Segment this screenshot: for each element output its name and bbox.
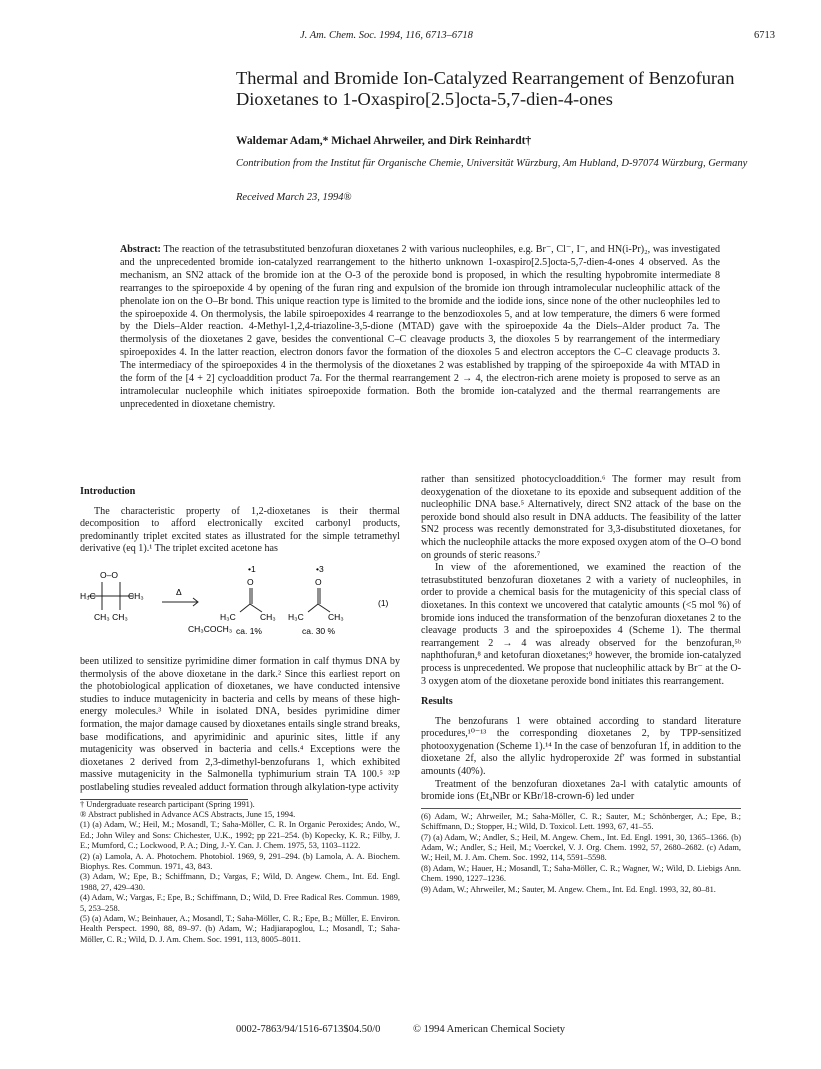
eq-reactant-left: H₃C [80, 590, 96, 601]
left-column [80, 486, 400, 945]
dioxetane-thermolysis-scheme [80, 560, 400, 650]
section-heading-introduction: Introduction [80, 486, 136, 497]
equation-1 [80, 560, 400, 650]
eq-reactant-bottom: CH₃ CH₃ [94, 611, 128, 622]
section-heading-results: Results [421, 696, 453, 708]
footnote: (2) (a) Lamola, A. A. Photochem. Photobiol. 1969, 9, 291–294. (b) Lamola, A. A. Biochem. Biophys. Res. Commun. 1971, 43, 843. [80, 851, 400, 871]
abstract [120, 244, 720, 412]
footnote: (5) (a) Adam, W.; Beinhauer, A.; Mosandl, T.; Saha-Möller, C. R.; Epe, B.; Müller, E. Environ. Health Perspect. 1990, 88, 89–97. (b) Adam, W.; Hadjiarapoglou, L.; Mosandl, T.; Saha-Möller, C. R.; Wild, D. J. Am. Chem. Soc. 1991, 113, 8005–8011. [80, 913, 400, 944]
article-code: 0002-7863/94/1516-6713$04.50/0 [236, 1024, 381, 1035]
eq-product1-right: CH₃ [260, 611, 276, 622]
intro-paragraph-2: been utilized to sensitize pyrimidine dimer formation in calf thymus DNA by thermolysis of the above dioxetane in the dark.² Since this earliest report on the photobiological application of dioxetanes, we have conducted intensive studies to induce mutagenicity in bacteria and cells by means of these high-energy molecules.³ While in isolated DNA, besides pyrimidine dimer formation, the major damage caused by dioxetanes entails single strand breaks, base modifications, and apyrimidinic and apurinic sites, little if any mutagenicity was observed in bacteria and cells.⁴ Exceptions were the dioxetanes 2 derived from 2,3-dimethyl-benzofurans 1, which exhibited massive mutagenicity in the Salmonella typhimurium strain TA 100.⁵ ³²P postlabeling studies revealed adduct formation through alkylation-type activity [80, 655, 400, 793]
right-footnotes [421, 808, 741, 895]
eq-number: (1) [378, 597, 389, 608]
footnote: (9) Adam, W.; Ahrweiler, M.; Sauter, M. Angew. Chem., Int. Ed. Engl. 1993, 32, 80–81. [421, 884, 716, 894]
eq-yield-triplet: ca. 30 % [302, 625, 336, 636]
abstract-text: The reaction of the tetrasubstituted benzofuran dioxetanes 2 with various nucleophiles, e.g. Br⁻, Cl⁻, I⁻, and HN(i-Pr)₂, was investigated and the unprecedented bromide ion-catalyzed rearrangement to the hitherto unknown 1-oxaspiro[2.5]octa-5,7-dien-4-ones 4 observed. As the mechanism, an SN2 attack of the bromide ion at the O-3 of the peroxide bond is proposed, in which the resulting hypobromite intermediate 8 rearranges to the spiroepoxide 4 by opening of the furan ring and expulsion of the bromide ion through intramolecular nucleophilic attack of the phenolate ion on the O–Br bond. This unique reaction type is limited to the bromide and the iodide ions, since none of the other nucleophiles led to the spiroepoxide 4. On thermolysis, the labile spiroepoxides 4 rearrange to the benzodioxoles 5, and at low temperature, the dimers 6 were formed by the Diels–Alder reaction. 4-Methyl-1,2,4-triazoline-3,5-dione (MTAD) gave with the spiroepoxide 4a the Diels–Alder product 7a. The thermolysis of the dioxetanes 2 gave, besides the conventional C–C cleavage products 3, the dioxoles 5 by rearrangement of the intermediary spiroepoxides 4. In the latter reaction, electron donors favor the formation of the dioxoles 5 and electron acceptors the C–C cleavage products 3. The intermediacy of the spiroepoxides 4 in the thermolysis of the dioxetanes 2 was established by trapping of the spiroepoxide 4a with MTAD in the form of the [4 + 2] cycloaddition product 7a. For the thermal rearrangement 2 → 4, the electron-rich arene moiety is proposed to serve as an intramolecular nucleophile which initiates spiroepoxide formation. Both the bromide ion-catalyzed and the thermal rearrangements are unprecedented in dioxetane chemistry. [120, 244, 720, 410]
footnote: (4) Adam, W.; Vargas, F.; Epe, B.; Schiffmann, D.; Wild, D. Free Radical Res. Commun. 1989, 5, 253–258. [80, 893, 400, 913]
author-list: Waldemar Adam,* Michael Ahrweiler, and Dirk Reinhardt† [236, 135, 532, 147]
eq-reactant-right: CH₃ [128, 590, 144, 601]
footnote: ® Abstract published in Advance ACS Abstracts, June 15, 1994. [80, 809, 296, 819]
intro-paragraph-1: The characteristic property of 1,2-dioxetanes is their thermal decomposition to afford electronically excited carbonyl products, predominantly triplet excited states as illustrated for the simple tetramethyl derivative (eq 1).¹ The triplet excited acetone has [80, 505, 400, 555]
results-paragraph-1: The benzofurans 1 were obtained according to standard literature procedures,¹⁰⁻¹³ the corresponding dioxetanes 2, by TPP-sensitized photooxygenation (Scheme 1).¹⁴ In the case of benzofuran 1f, in addition to the dioxetane 2f, also the allylic hydroperoxide 2f′ was formed in substantial amounts (40%). [421, 715, 741, 778]
right-column [421, 474, 741, 895]
eq-triplet-label: •3 [316, 563, 324, 574]
eq-oo: O–O [100, 569, 118, 580]
footnote: † Undergraduate research participant (Spring 1991). [80, 799, 255, 809]
journal-citation: J. Am. Chem. Soc. 1994, 116, 6713–6718 [300, 30, 473, 41]
eq-product2-right: CH₃ [328, 611, 344, 622]
footnote: (8) Adam, W.; Hauer, H.; Mosandl, T.; Saha-Möller, C. R.; Wagner, W.; Wild, D. Liebigs Ann. Chem. 1990, 1227–1236. [421, 863, 741, 884]
footnote: (7) (a) Adam, W.; Andler, S.; Heil, M. Angew. Chem., Int. Ed. Engl. 1991, 30, 1365–1366. (b) Adam, W.; Andler, S.; Heil, M.; Voerckel, V. J. Org. Chem. 1992, 57, 2680–2682. (c) Adam, W.; Heil, M. J. Am. Chem. Soc. 1992, 114, 5591–5598. [421, 832, 741, 863]
eq-singlet-label: •1 [248, 563, 256, 574]
eq-product2-oxygen: O [315, 576, 322, 587]
eq-product1-left: H₃C [220, 611, 236, 622]
eq-byproduct: CH₃COCH₃ [188, 623, 233, 634]
running-header [0, 30, 821, 44]
footnote: (6) Adam, W.; Ahrweiler, M.; Saha-Möller, C. R.; Sauter, M.; Schönberger, A.; Epe, B.; Schiffmann, D.; Stopper, H.; Wild, D. Toxicol. Lett. 1993, 67, 41–55. [421, 811, 741, 832]
intro-paragraph-4: In view of the aforementioned, we examined the reaction of the tetrasubstituted benzofuran dioxetanes 2 with a variety of nucleophiles, in order to provide a chemical basis for the mutagenicity of this special class of dioxetanes. In this context we uncovered that catalytic amounts (<5 mol %) of bromide ions induced the transformation of the benzofuran dioxetanes 2 to the cleavage products 3 and the spiroepoxides 4 (Scheme 1). The thermal rearrangement 2 → 4 was already observed for the benzofuran,⁵ᵇ naphthofuran,⁸ and ketofuran dioxetanes;⁹ however, the bromide ion-catalyzed process is unprecedented. We propose that nucleophilic attack by Br⁻ at the O-3 oxygen atom of the dioxetane peroxide bond initiates this rearrangement. [421, 562, 741, 687]
footnote: (1) (a) Adam, W.; Heil, M.; Mosandl, T.; Saha-Möller, C. R. In Organic Peroxides; Ando, W., Ed.; John Wiley and Sons: Chichester, U.K., 1992; pp 221–254. (b) Kopecky, K. R.; Filby, J. E.; Mumford, C.; Lockwood, P. A.; Ding, J.-Y. Can. J. Chem. 1975, 53, 1103–1122. [80, 820, 400, 851]
eq-product1-oxygen: O [247, 576, 254, 587]
intro-paragraph-3: rather than sensitized photocycloaddition.⁶ The former may result from deoxygenation of the dioxetane to its epoxide and subsequent addition of the nucleophilic DNA base.⁵ Alternatively, direct SN2 attack of the base on the peroxide bond should also result in DNA adducts. The feasibility of the latter SN2 process was recently demonstrated for 3,3-disubstituted dioxetanes, for which the nucleophile attacks the more exposed oxygen atom of the O–O bond on grounds of steric reasons.⁷ [421, 474, 741, 561]
received-date: Received March 23, 1994® [236, 192, 352, 203]
page-number: 6713 [754, 30, 775, 41]
left-footnotes [80, 800, 400, 946]
footnote: (3) Adam, W.; Epe, B.; Schiffmann, D.; Vargas, F.; Wild, D. Angew. Chem., Int. Ed. Engl. 1988, 27, 429–430. [80, 872, 400, 892]
eq-product2-left: H₃C [288, 611, 304, 622]
article-title: Thermal and Bromide Ion-Catalyzed Rearrangement of Benzofuran Dioxetanes to 1-Oxaspiro[2.5]octa-5,7-dien-4-ones [236, 68, 735, 109]
eq-yield-singlet: ca. 1% [236, 625, 262, 636]
eq-delta: Δ [176, 586, 182, 597]
abstract-label: Abstract: [120, 244, 161, 255]
affiliation: Contribution from the Institut für Organische Chemie, Universität Würzburg, Am Hubland, D-97074 Würzburg, Germany [236, 158, 748, 169]
copyright: © 1994 American Chemical Society [413, 1024, 566, 1035]
results-paragraph-2: Treatment of the benzofuran dioxetanes 2a-l with catalytic amounts of bromide ions (Et₄NBr or KBr/18-crown-6) led under [421, 778, 741, 803]
